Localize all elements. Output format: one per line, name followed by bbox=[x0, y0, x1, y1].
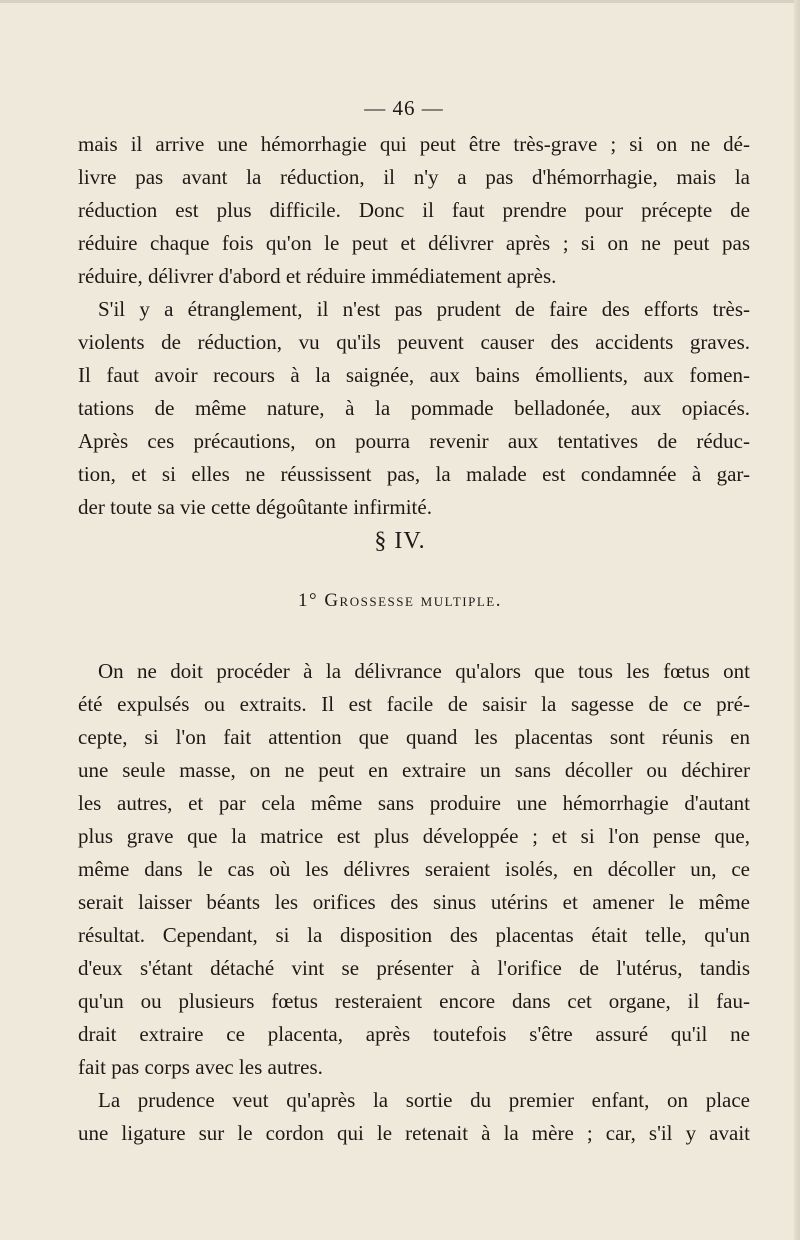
page-number: — 46 — bbox=[364, 96, 444, 120]
paragraph-2 bbox=[78, 293, 750, 524]
paragraph-1 bbox=[78, 128, 750, 293]
text-line: violents de réduction, vu qu'ils peuvent causer des accidents graves. bbox=[78, 330, 750, 354]
section-title: 1° Grossesse multiple. bbox=[297, 590, 502, 611]
page-right-edge bbox=[794, 0, 800, 1240]
text-line: Il faut avoir recours à la saignée, aux bains émollients, aux fomen- bbox=[78, 363, 750, 387]
page-top-edge bbox=[0, 0, 800, 3]
text-line: der toute sa vie cette dégoûtante infirmité. bbox=[78, 495, 432, 519]
text-line: d'eux s'étant détaché vint se présenter à l'orifice de l'utérus, tandis bbox=[78, 956, 750, 980]
text-line: même dans le cas où les délivres seraient isolés, en décoller un, ce bbox=[78, 857, 750, 881]
text-line: On ne doit procéder à la délivrance qu'alors que tous les fœtus ont bbox=[98, 659, 750, 683]
text-line: Après ces précautions, on pourra revenir aux tentatives de réduc- bbox=[78, 429, 750, 453]
text-line: une seule masse, on ne peut en extraire un sans décoller ou déchirer bbox=[78, 758, 750, 782]
section-mark: § IV. bbox=[374, 528, 426, 554]
text-line: les autres, et par cela même sans produire une hémorrhagie d'autant bbox=[78, 791, 750, 815]
text-line: qu'un ou plusieurs fœtus resteraient encore dans cet organe, il fau- bbox=[78, 989, 750, 1013]
text-line: cepte, si l'on fait attention que quand les placentas sont réunis en bbox=[78, 725, 750, 749]
paragraph-4 bbox=[78, 1084, 750, 1150]
text-line: une ligature sur le cordon qui le retenait à la mère ; car, s'il y avait bbox=[78, 1121, 750, 1145]
text-line: livre pas avant la réduction, il n'y a pas d'hémorrhagie, mais la bbox=[78, 165, 750, 189]
text-line: tion, et si elles ne réussissent pas, la malade est condamnée à gar- bbox=[78, 462, 750, 486]
text-line: résultat. Cependant, si la disposition des placentas était telle, qu'un bbox=[78, 923, 750, 947]
text-line: fait pas corps avec les autres. bbox=[78, 1055, 323, 1079]
text-line: été expulsés ou extraits. Il est facile de saisir la sagesse de ce pré- bbox=[78, 692, 750, 716]
text-line: La prudence veut qu'après la sortie du premier enfant, on place bbox=[98, 1088, 750, 1112]
text-line: mais il arrive une hémorrhagie qui peut être très-grave ; si on ne dé- bbox=[78, 132, 750, 156]
text-line: tations de même nature, à la pommade belladonée, aux opiacés. bbox=[78, 396, 750, 420]
text-line: drait extraire ce placenta, après toutefois s'être assuré qu'il ne bbox=[78, 1022, 750, 1046]
text-line: réduire, délivrer d'abord et réduire immédiatement après. bbox=[78, 264, 557, 288]
text-line: serait laisser béants les orifices des sinus utérins et amener le même bbox=[78, 890, 750, 914]
text-line: réduire chaque fois qu'on le peut et délivrer après ; si on ne peut pas bbox=[78, 231, 750, 255]
paragraph-3 bbox=[78, 655, 750, 1084]
text-line: plus grave que la matrice est plus développée ; et si l'on pense que, bbox=[78, 824, 750, 848]
text-line: S'il y a étranglement, il n'est pas prudent de faire des efforts très- bbox=[98, 297, 750, 321]
text-line: réduction est plus difficile. Donc il faut prendre pour précepte de bbox=[78, 198, 750, 222]
